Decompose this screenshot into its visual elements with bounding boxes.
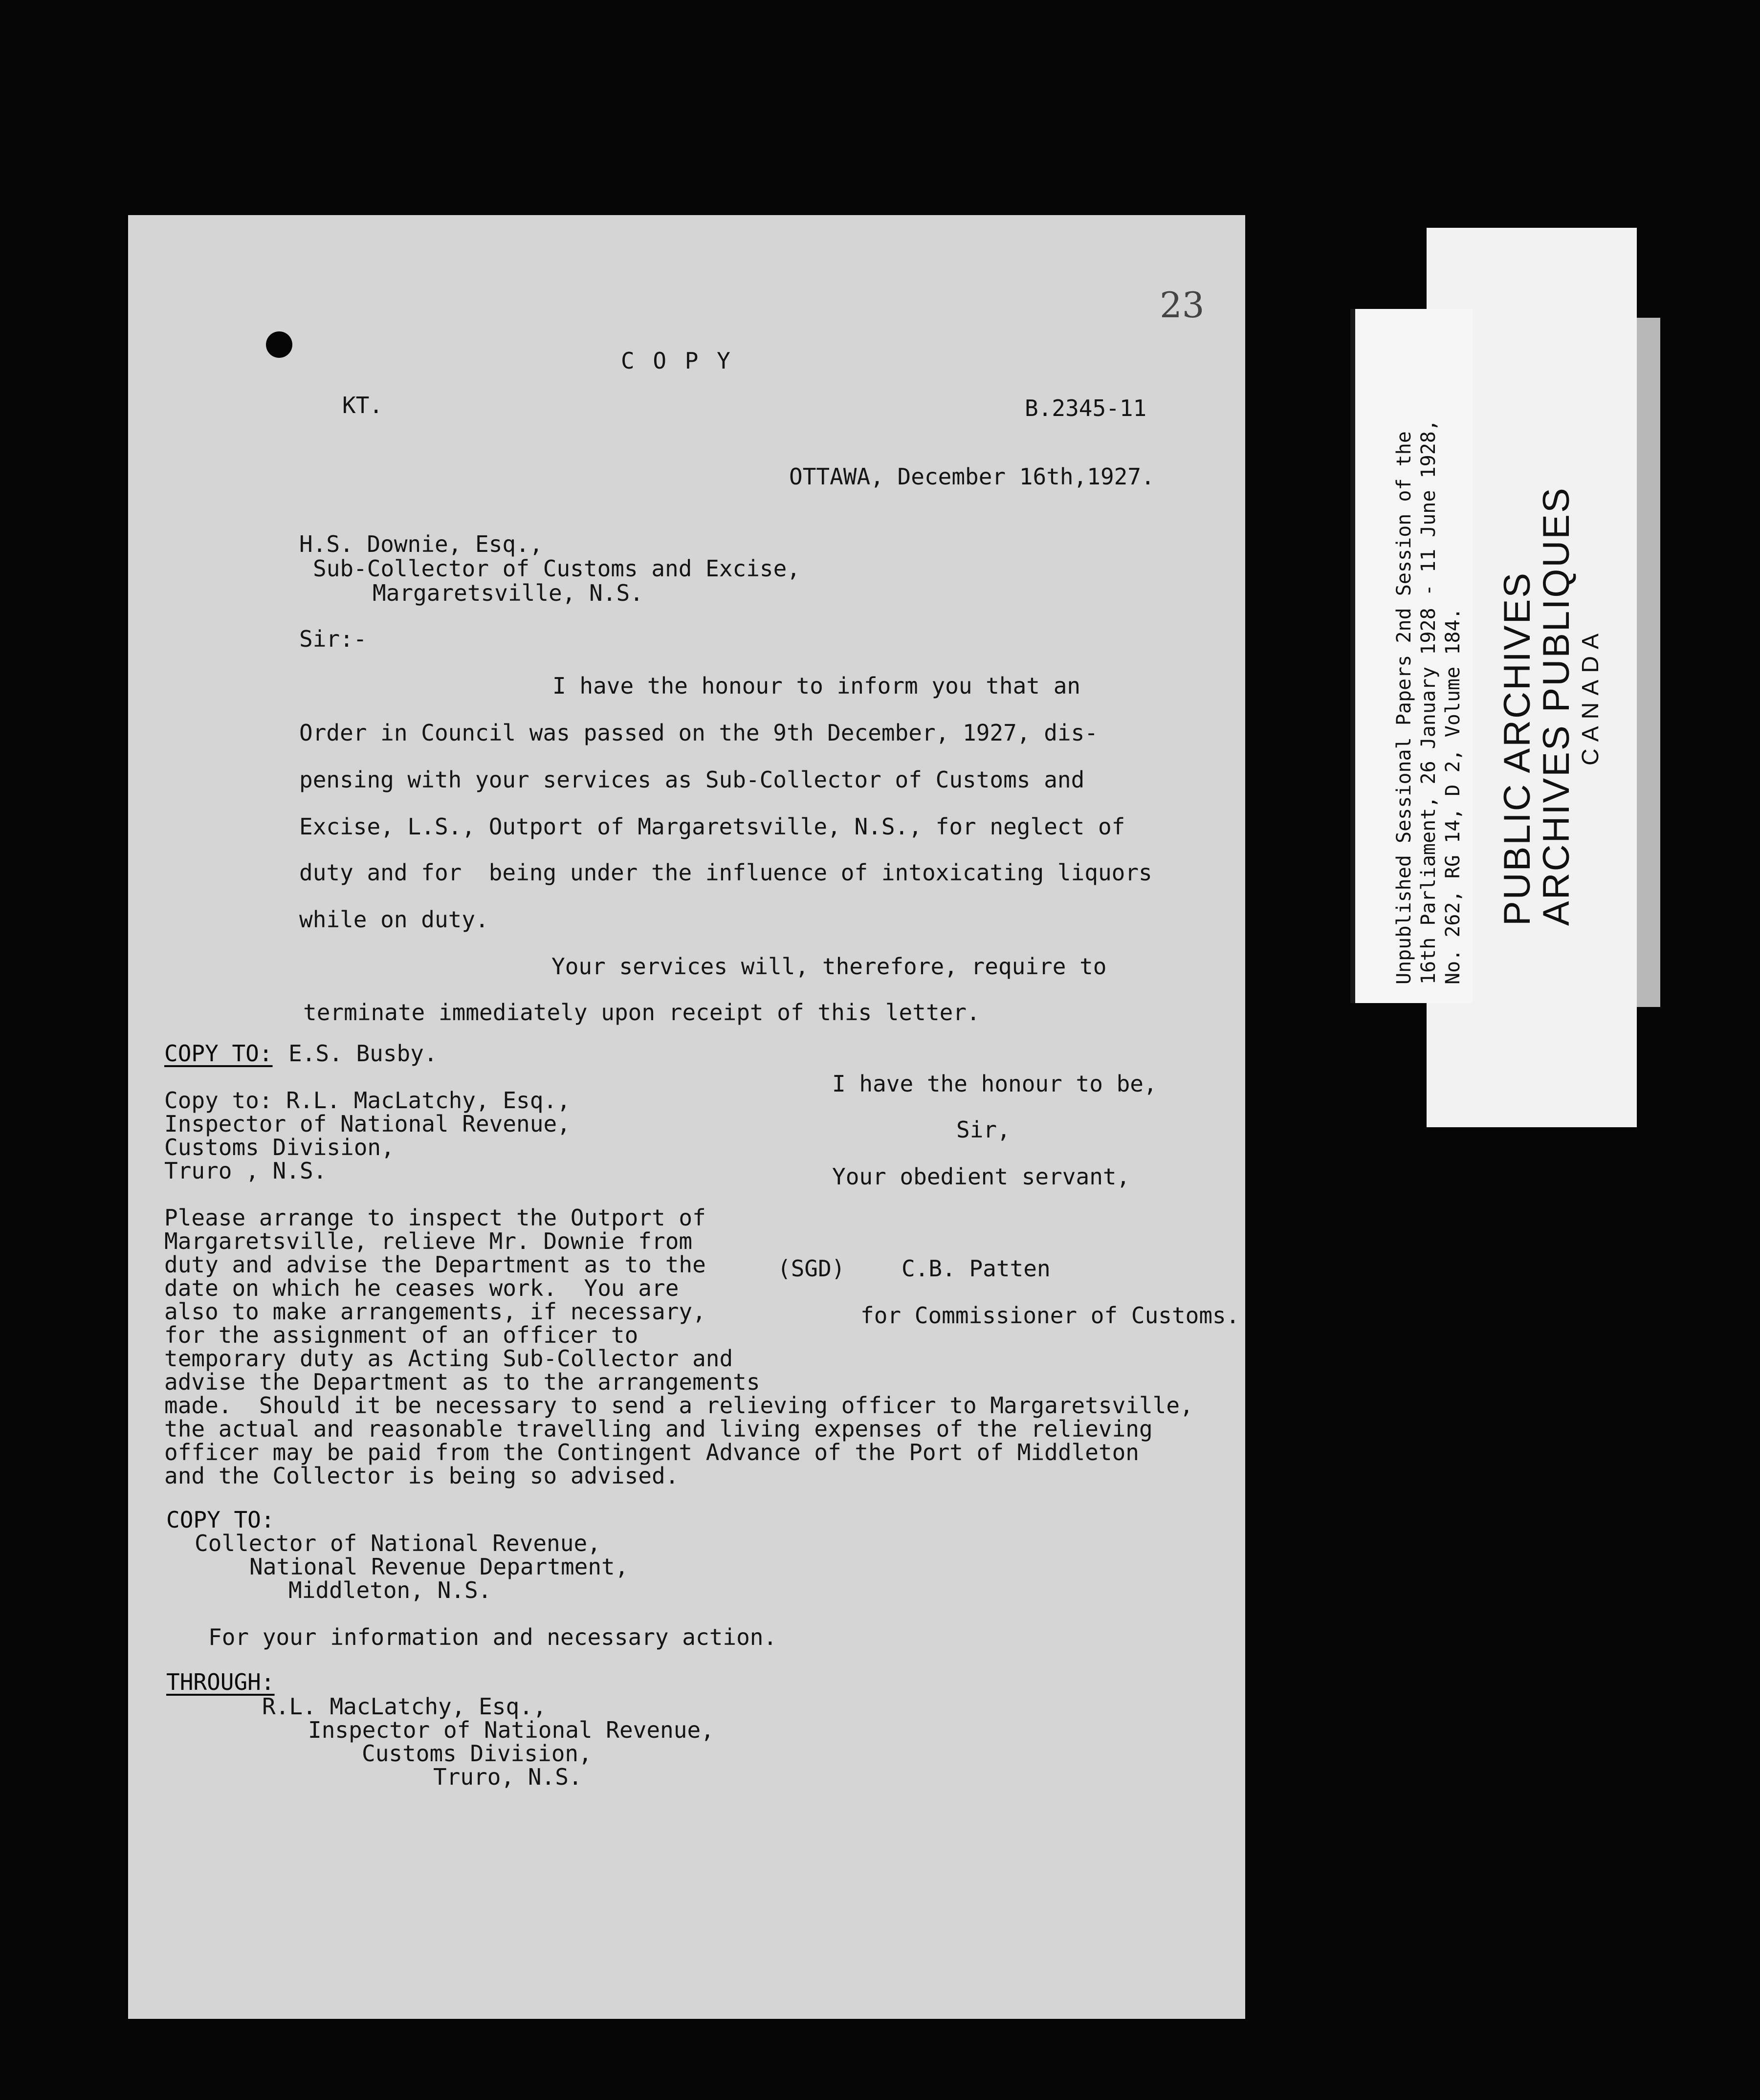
copy-to-line: National Revenue Department,: [249, 1553, 629, 1580]
copy-to-line: Inspector of National Revenue,: [164, 1111, 571, 1137]
through-line: R.L. MacLatchy, Esq.,: [262, 1693, 547, 1720]
copy-to-line: Truro , N.S.: [164, 1158, 327, 1184]
through-line: Inspector of National Revenue,: [308, 1717, 714, 1743]
addressee-title: Sub-Collector of Customs and Excise,: [313, 555, 800, 582]
signed-mark: (SGD): [777, 1255, 845, 1282]
folio-number: 23: [1160, 284, 1205, 326]
public-archives-label: PUBLIC ARCHIVES: [1496, 571, 1538, 926]
addressee-name: H.S. Downie, Esq.,: [299, 531, 543, 557]
addressee-place: Margaretsville, N.S.: [373, 580, 643, 606]
through-line: Truro, N.S.: [433, 1764, 582, 1790]
copy-to-line: Customs Division,: [164, 1134, 395, 1160]
archives-publiques-label: ARCHIVES PUBLIQUES: [1536, 486, 1577, 926]
body-line: I have the honour to inform you that an: [552, 673, 1081, 699]
body-line: duty and for being under the influence of intoxicating liquors: [299, 859, 1152, 886]
instruction-line: Please arrange to inspect the Outport of: [164, 1204, 706, 1231]
copy-to-name: E.S. Busby.: [288, 1040, 438, 1067]
body-line: terminate immediately upon receipt of this letter.: [303, 999, 980, 1026]
citation-line: No. 262, RG 14, D 2, Volume 184.: [1442, 608, 1464, 984]
instruction-line: duty and advise the Department as to the: [164, 1251, 706, 1278]
copy-to-line: Collector of National Revenue,: [195, 1530, 601, 1556]
body-line: Excise, L.S., Outport of Margaretsville, N.S., for neglect of: [299, 813, 1125, 840]
body-line: pensing with your services as Sub-Collector of Customs and: [299, 766, 1085, 793]
instruction-line: temporary duty as Acting Sub-Collector and: [164, 1345, 733, 1372]
instruction-line: officer may be paid from the Contingent Advance of the Port of Middleton: [164, 1439, 1139, 1466]
instruction-line: and the Collector is being so advised.: [164, 1463, 679, 1489]
through-line: Customs Division,: [362, 1740, 592, 1767]
through-label: THROUGH:: [166, 1669, 275, 1695]
citation-line: Unpublished Sessional Papers 2nd Session of the: [1393, 431, 1415, 984]
copy-to-label: COPY TO:: [166, 1507, 275, 1533]
file-number: B.2345-11: [1025, 395, 1147, 421]
instruction-line: also to make arrangements, if necessary,: [164, 1298, 706, 1325]
punch-hole-icon: [266, 331, 292, 358]
signatory-title: for Commissioner of Customs.: [860, 1302, 1240, 1329]
copy-to-line: Copy to: R.L. MacLatchy, Esq.,: [164, 1087, 571, 1114]
closing-sir: Sir,: [956, 1116, 1011, 1143]
typist-initials: KT.: [342, 392, 383, 418]
canada-label: CANADA: [1578, 626, 1604, 766]
body-line: Order in Council was passed on the 9th December, 1927, dis-: [299, 720, 1098, 746]
salutation: Sir:-: [299, 626, 367, 652]
closing-honour: I have the honour to be,: [832, 1071, 1157, 1097]
body-line: Your services will, therefore, require to: [551, 953, 1107, 980]
instruction-line: for the assignment of an officer to: [164, 1322, 638, 1348]
place-and-date: OTTAWA, December 16th,1927.: [789, 463, 1155, 490]
archive-label-edge: [1637, 318, 1660, 1007]
body-line: while on duty.: [299, 906, 489, 933]
signatory-name: C.B. Patten: [902, 1255, 1051, 1282]
instruction-line: Margaretsville, relieve Mr. Downie from: [164, 1228, 693, 1254]
copy-heading: C O P Y: [621, 348, 730, 374]
closing-servant: Your obedient servant,: [832, 1163, 1130, 1190]
instruction-line: the actual and reasonable travelling and living expenses of the relieving: [164, 1416, 1153, 1442]
instruction-line: advise the Department as to the arrangements: [164, 1369, 760, 1395]
instruction-line: made. Should it be necessary to send a relieving officer to Margaretsville,: [164, 1392, 1193, 1419]
copy-to-line: Middleton, N.S.: [288, 1577, 492, 1603]
citation-line: 16th Parliament, 26 January 1928 - 11 June 1928,: [1417, 419, 1440, 984]
instruction-line: date on which he ceases work. You are: [164, 1275, 679, 1301]
copy-to-note: For your information and necessary action.: [208, 1624, 777, 1650]
copy-to-label: COPY TO:: [164, 1040, 273, 1067]
